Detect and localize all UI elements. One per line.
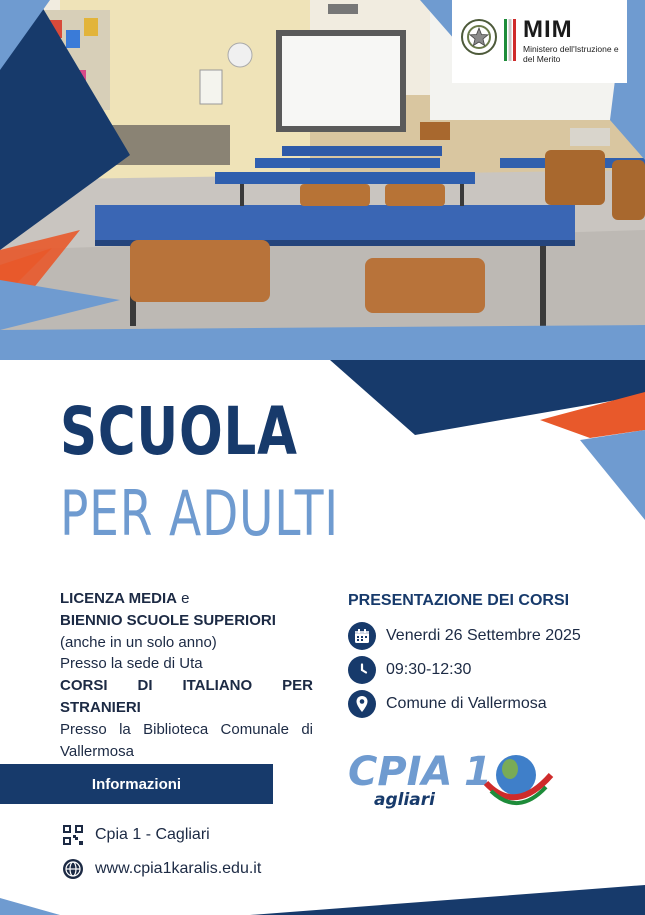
- bottom-decoration: [0, 880, 645, 915]
- courses-list: [60, 588, 313, 762]
- course-biennio: BIENNIO SCUOLE SUPERIORI: [60, 611, 276, 629]
- location-pin-icon: [348, 690, 376, 718]
- course-sede-uta: Presso la sede di Uta: [60, 655, 203, 673]
- italian-flag-bars: [504, 19, 516, 61]
- cpia-number: 1: [464, 749, 492, 795]
- course-biblioteca: Presso la Biblioteca Comunale di Vallermosa: [60, 720, 313, 760]
- place-text: Comune di Vallermosa: [386, 695, 547, 712]
- title-line-2: PER ADULTI: [60, 477, 339, 550]
- event-date: [348, 622, 581, 650]
- contact-org: [62, 824, 210, 846]
- website-link[interactable]: www.cpia1karalis.edu.it: [95, 860, 262, 877]
- cpia-text: CPIA: [348, 749, 453, 795]
- mim-logo: [452, 0, 627, 83]
- qr-icon: [62, 824, 84, 846]
- course-anno-note: (anche in un solo anno): [60, 633, 217, 651]
- title-line-1: SCUOLA: [60, 393, 298, 470]
- mim-acronym: MIM: [523, 16, 573, 43]
- org-name: Cpia 1 - Cagliari: [95, 826, 210, 843]
- presentation-title: PRESENTAZIONE DEI CORSI: [348, 592, 570, 609]
- cpia-logo: [346, 745, 556, 815]
- cpia-city: agliari: [374, 790, 435, 810]
- licenza-label: LICENZA MEDIA: [60, 590, 177, 607]
- course-italiano: [60, 675, 313, 719]
- globe-icon: [62, 858, 84, 880]
- conjunction: e: [181, 590, 190, 607]
- globe-logo-icon: [486, 755, 551, 803]
- italiano-label: CORSI DI ITALIANO PER STRANIERI: [60, 677, 313, 716]
- date-text: Venerdi 26 Settembre 2025: [386, 627, 581, 644]
- republic-emblem-icon: [460, 18, 498, 56]
- time-text: 09:30-12:30: [386, 661, 472, 678]
- ministry-name: Ministero dell'Istruzione e del Merito: [523, 44, 619, 64]
- clock-icon: [348, 656, 376, 684]
- contact-website[interactable]: [62, 858, 261, 880]
- course-licenza: [60, 588, 313, 610]
- event-place: [348, 690, 547, 718]
- calendar-icon: [348, 622, 376, 650]
- event-time: [348, 656, 471, 684]
- info-banner: Informazioni: [0, 764, 273, 804]
